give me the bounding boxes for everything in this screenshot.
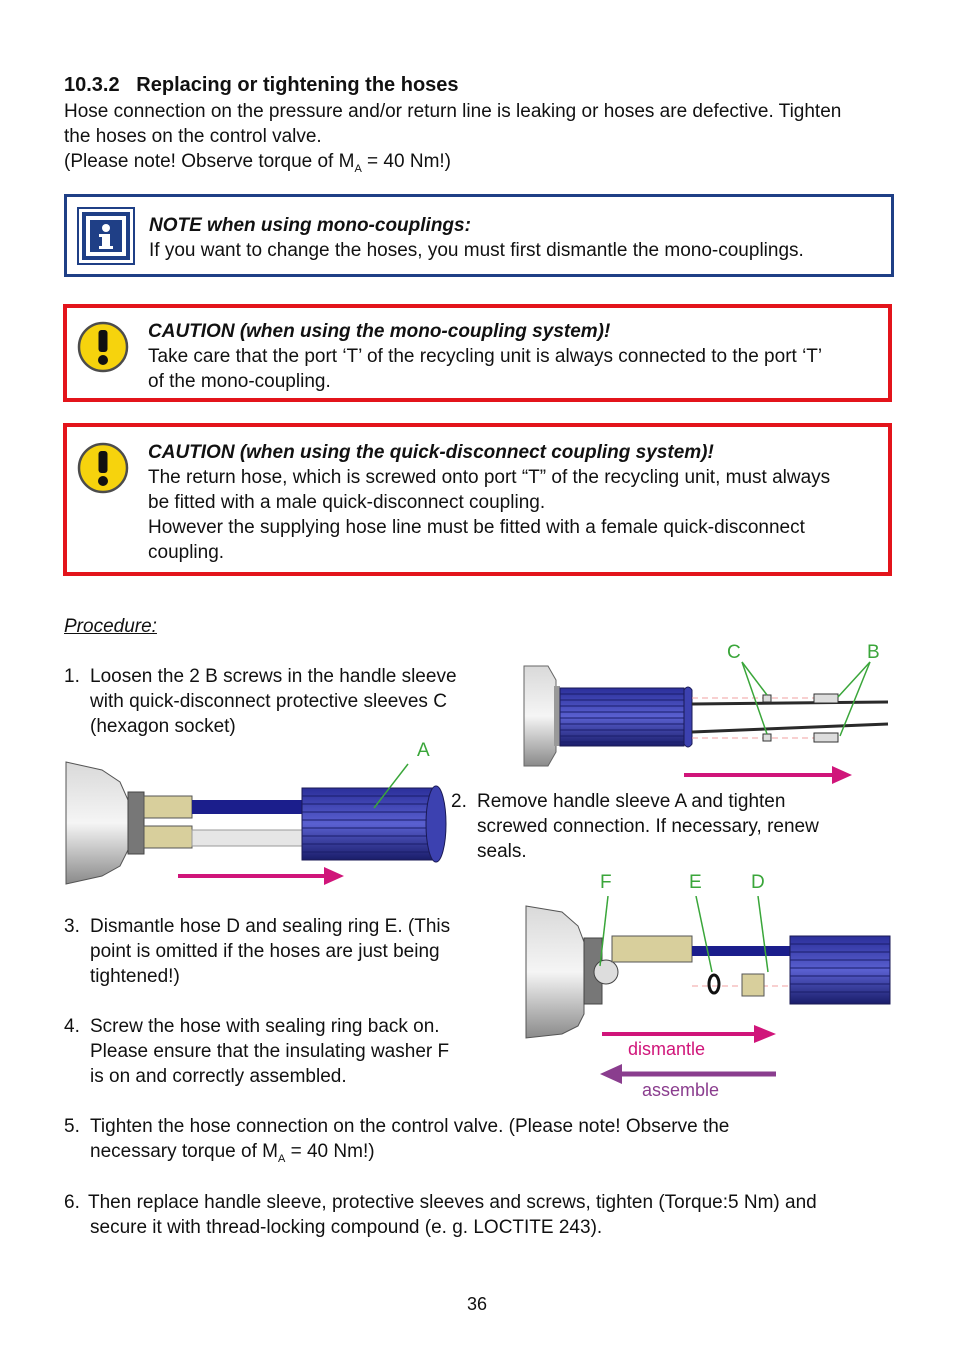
caution-box-quick (63, 423, 892, 576)
step-2-line2: screwed connection. If necessary, renew (477, 816, 819, 837)
section-heading (64, 74, 459, 97)
page-number: 36 (466, 1294, 488, 1314)
step-5-torque-subscript: A (277, 1152, 286, 1165)
step-5-torque-text: necessary torque of M (90, 1141, 278, 1162)
step-number: 4. (64, 1016, 80, 1037)
caution-quick-line4: coupling. (148, 542, 225, 563)
step-2 (451, 789, 891, 869)
note-box (64, 194, 894, 277)
warning-icon (77, 441, 129, 495)
torque-subscript: A (354, 162, 362, 175)
step-3-line3: tightened!) (90, 966, 180, 987)
step-5-torque-value: = 40 Nm!) (285, 1141, 375, 1162)
step-4-line2: Please ensure that the insulating washer F (90, 1041, 450, 1062)
step-1 (64, 664, 494, 744)
intro-line-2: the hoses on the control valve. (64, 126, 322, 147)
figure-handle-sleeve (62, 756, 448, 890)
figure-handle-screws (520, 640, 892, 788)
caution-mono-line1: Take care that the port ‘T’ of the recycling unit is always connected to the port ‘T’ (148, 346, 823, 367)
step-4 (64, 1014, 494, 1094)
step-1-line2: with quick-disconnect protective sleeves C (90, 691, 447, 712)
step-number: 2. (451, 791, 467, 812)
step-5-line2 (90, 1139, 729, 1172)
label-d: D (751, 872, 765, 893)
figure-dismantle-hose (522, 896, 892, 1086)
step-5 (64, 1114, 890, 1169)
caution-quick-line2: be fitted with a male quick-disconnect coupling. (148, 492, 546, 513)
label-e: E (689, 872, 702, 893)
step-2-line3: seals. (477, 841, 527, 862)
step-number: 5. (64, 1116, 80, 1137)
warning-icon (77, 320, 129, 374)
intro-line-1: Hose connection on the pressure and/or return line is leaking or hoses are defective. Tighten (64, 101, 842, 122)
torque-value: = 40 Nm!) (361, 151, 452, 172)
caution-quick-line1: The return hose, which is screwed onto port “T” of the recycling unit, must always (148, 467, 831, 488)
step-number: 1. (64, 666, 80, 687)
caution-mono-title: CAUTION (when using the mono-coupling system)! (148, 321, 611, 342)
step-2-line1: Remove handle sleeve A and tighten (477, 791, 786, 812)
torque-note (64, 149, 451, 182)
step-1-line3: (hexagon socket) (90, 716, 236, 737)
step-3-line1: Dismantle hose D and sealing ring E. (This (90, 916, 451, 937)
step-1-line1: Loosen the 2 B screws in the handle sleeve (90, 666, 457, 687)
section-number: 10.3.2 (64, 74, 120, 96)
caution-quick-line3: However the supplying hose line must be fitted with a female quick-disconnect (148, 517, 805, 538)
label-f: F (600, 872, 612, 893)
step-number: 3. (64, 916, 80, 937)
torque-text: (Please note! Observe torque of M (64, 151, 355, 172)
note-text: If you want to change the hoses, you must first dismantle the mono-couplings. (149, 240, 804, 261)
step-6-line1: Then replace handle sleeve, protective sleeves and screws, tighten (Torque:5 Nm) and (88, 1192, 817, 1213)
label-a: A (417, 740, 430, 761)
caution-quick-title: CAUTION (when using the quick-disconnect coupling system)! (148, 442, 714, 463)
section-title: Replacing or tightening the hoses (136, 74, 459, 96)
step-6-line2: secure it with thread-locking compound (e. g. LOCTITE 243). (90, 1217, 603, 1238)
step-4-line3: is on and correctly assembled. (90, 1066, 347, 1087)
info-icon (77, 207, 135, 265)
assemble-label: assemble (642, 1080, 720, 1100)
label-b: B (867, 642, 880, 663)
step-3 (64, 914, 494, 994)
step-6 (64, 1190, 890, 1245)
step-number: 6. (64, 1192, 80, 1213)
dismantle-label: dismantle (628, 1039, 706, 1059)
step-5-line1: Tighten the hose connection on the control valve. (Please note! Observe the (90, 1116, 730, 1137)
caution-mono-line2: of the mono-coupling. (148, 371, 331, 392)
step-3-line2: point is omitted if the hoses are just being (90, 941, 440, 962)
procedure-heading: Procedure: (64, 616, 157, 637)
label-c: C (727, 642, 741, 663)
step-4-line1: Screw the hose with sealing ring back on. (90, 1016, 440, 1037)
note-title: NOTE when using mono-couplings: (149, 215, 471, 236)
caution-box-mono (63, 304, 892, 402)
